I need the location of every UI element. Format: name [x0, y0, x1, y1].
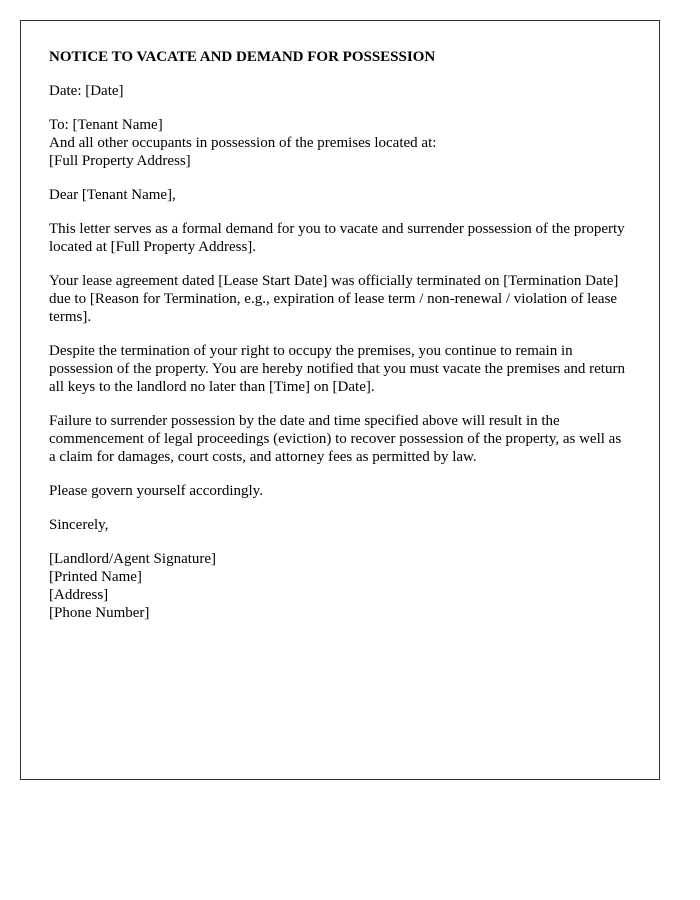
notice-document [20, 20, 660, 780]
body-paragraph-4: Failure to surrender possession by the date and time specified above will result in the commencement of legal proceedings (eviction) to recover possession of the property, as well as a claim for damages, court costs, and attorney fees as permitted by law. [49, 413, 622, 465]
recipient-block [49, 116, 631, 170]
body-paragraph-1: This letter serves as a formal demand for you to vacate and surrender possession of the property located at [Full Property Address]. [49, 221, 625, 255]
sender-address-line: [Address] [49, 587, 109, 603]
body-paragraph-2: Your lease agreement dated [Lease Start Date] was officially terminated on [Termination Date] due to [Reason for Termination, e.g., expiration of lease term / non-renewal / violation of lease terms]. [49, 273, 619, 325]
recipient-address: [Full Property Address] [49, 153, 191, 169]
date-line: Date: [Date] [49, 83, 124, 99]
recipient-to: To: [Tenant Name] [49, 117, 163, 133]
phone-number-line: [Phone Number] [49, 605, 150, 621]
recipient-occupants: And all other occupants in possession of the premises located at: [49, 135, 437, 151]
body-paragraph-5: Please govern yourself accordingly. [49, 483, 263, 499]
salutation: Dear [Tenant Name], [49, 187, 176, 203]
signature-line: [Landlord/Agent Signature] [49, 551, 217, 567]
closing: Sincerely, [49, 517, 109, 533]
printed-name-line: [Printed Name] [49, 569, 142, 585]
signature-block [49, 550, 631, 622]
body-paragraph-3: Despite the termination of your right to occupy the premises, you continue to remain in possession of the property. You are hereby notified that you must vacate the premises and return all keys to the landlord no later than [Time] on [Date]. [49, 343, 625, 395]
document-title: NOTICE TO VACATE AND DEMAND FOR POSSESSION [49, 49, 436, 65]
